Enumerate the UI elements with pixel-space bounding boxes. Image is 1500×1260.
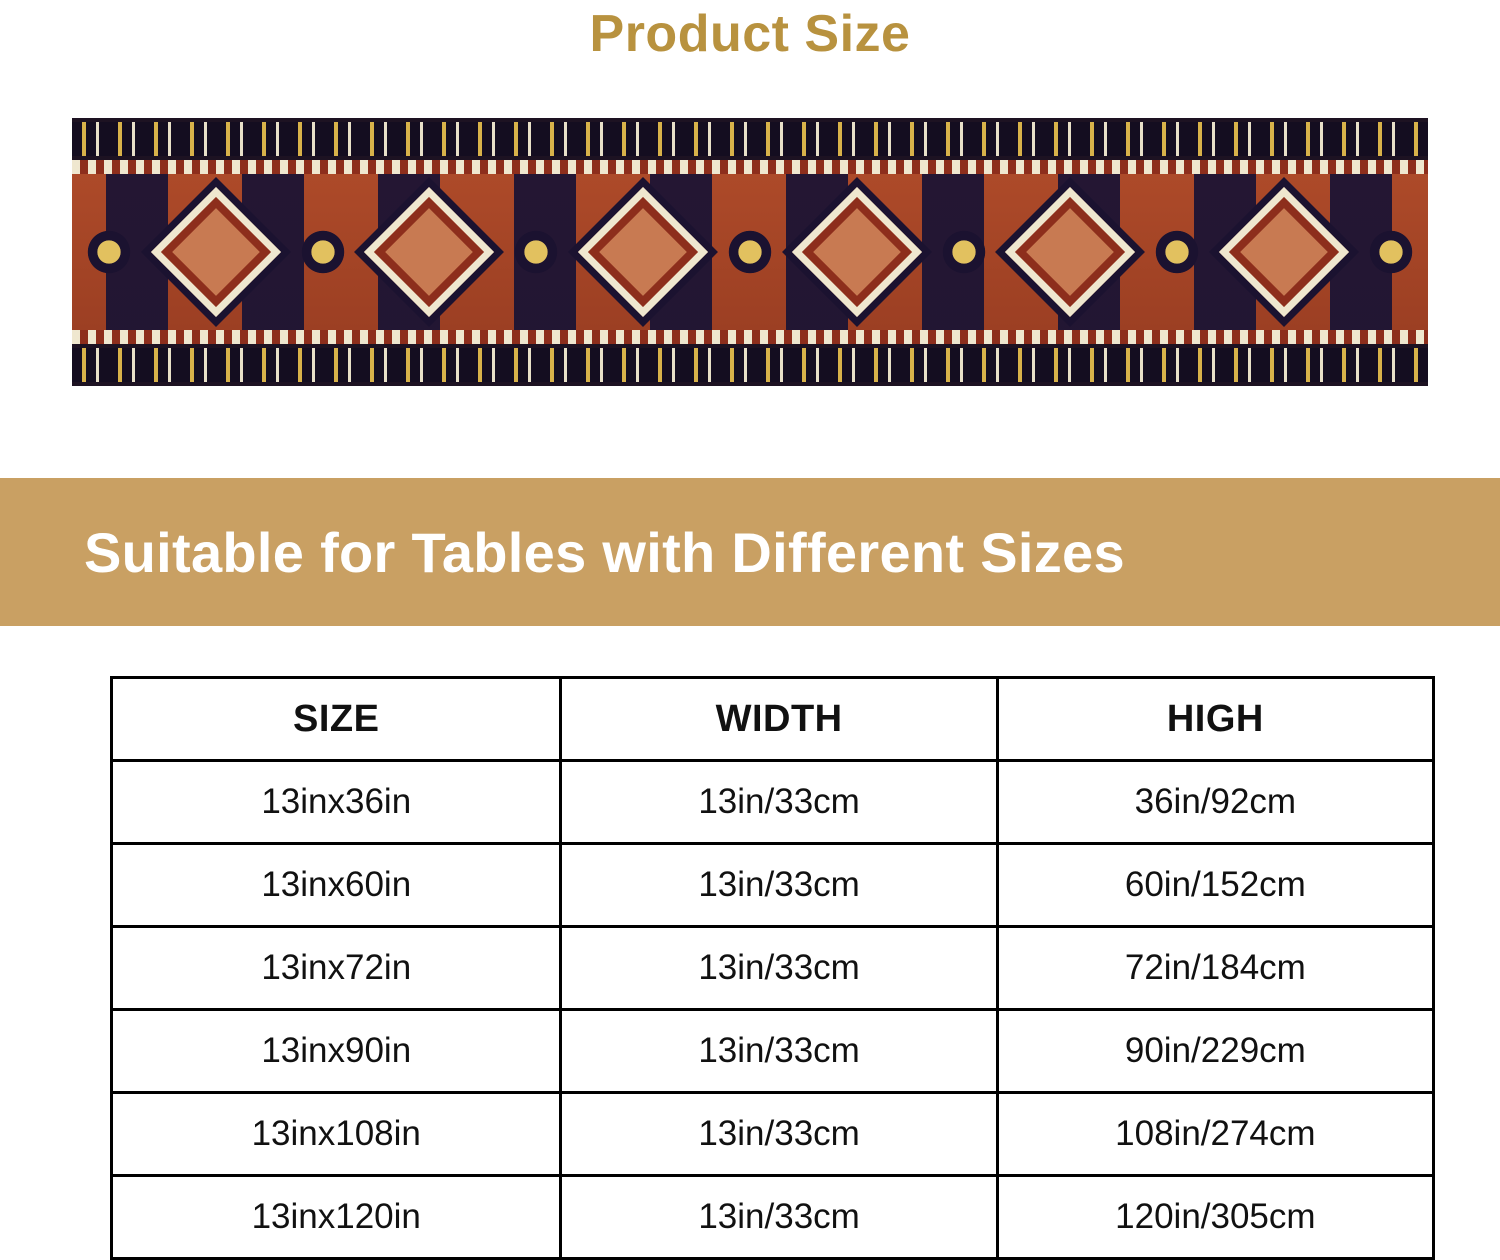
cell-high: 120in/305cm xyxy=(997,1176,1433,1259)
size-table-container xyxy=(110,676,1435,1260)
runner-pattern xyxy=(72,118,1428,386)
column-header-high: HIGH xyxy=(997,678,1433,761)
diamond-motif-icon xyxy=(1005,187,1135,317)
cell-size: 13inx108in xyxy=(112,1093,561,1176)
cell-width: 13in/33cm xyxy=(561,761,997,844)
product-image xyxy=(72,118,1428,386)
cell-size: 13inx60in xyxy=(112,844,561,927)
runner-medallions xyxy=(72,174,1428,330)
column-header-width: WIDTH xyxy=(561,678,997,761)
diamond-motif-icon xyxy=(578,187,708,317)
table-row xyxy=(112,1093,1434,1176)
cell-high: 36in/92cm xyxy=(997,761,1433,844)
runner-inner-line-top xyxy=(72,160,1428,174)
cell-width: 13in/33cm xyxy=(561,844,997,927)
cell-width: 13in/33cm xyxy=(561,927,997,1010)
cell-width: 13in/33cm xyxy=(561,1010,997,1093)
table-row xyxy=(112,1010,1434,1093)
diamond-motif-icon xyxy=(792,187,922,317)
size-table xyxy=(110,676,1435,1260)
floral-motif-icon xyxy=(723,225,777,279)
floral-motif-icon xyxy=(509,225,563,279)
cell-high: 72in/184cm xyxy=(997,927,1433,1010)
table-row xyxy=(112,1176,1434,1259)
cell-size: 13inx72in xyxy=(112,927,561,1010)
cell-size: 13inx90in xyxy=(112,1010,561,1093)
floral-motif-icon xyxy=(937,225,991,279)
floral-motif-icon xyxy=(1364,225,1418,279)
banner xyxy=(0,478,1500,626)
column-header-size: SIZE xyxy=(112,678,561,761)
cell-high: 60in/152cm xyxy=(997,844,1433,927)
diamond-motif-icon xyxy=(1219,187,1349,317)
runner-border-bottom xyxy=(72,344,1428,386)
page-title: Product Size xyxy=(589,5,911,63)
diamond-motif-icon xyxy=(151,187,281,317)
cell-size: 13inx120in xyxy=(112,1176,561,1259)
banner-text: Suitable for Tables with Different Sizes xyxy=(84,520,1125,584)
cell-high: 90in/229cm xyxy=(997,1010,1433,1093)
runner-border-top xyxy=(72,118,1428,160)
floral-motif-icon xyxy=(82,225,136,279)
table-row xyxy=(112,844,1434,927)
runner-inner-line-bottom xyxy=(72,330,1428,344)
table-header-row xyxy=(112,678,1434,761)
cell-width: 13in/33cm xyxy=(561,1176,997,1259)
diamond-motif-icon xyxy=(364,187,494,317)
floral-motif-icon xyxy=(296,225,350,279)
table-row xyxy=(112,761,1434,844)
table-row xyxy=(112,927,1434,1010)
floral-motif-icon xyxy=(1150,225,1204,279)
cell-size: 13inx36in xyxy=(112,761,561,844)
cell-high: 108in/274cm xyxy=(997,1093,1433,1176)
cell-width: 13in/33cm xyxy=(561,1093,997,1176)
